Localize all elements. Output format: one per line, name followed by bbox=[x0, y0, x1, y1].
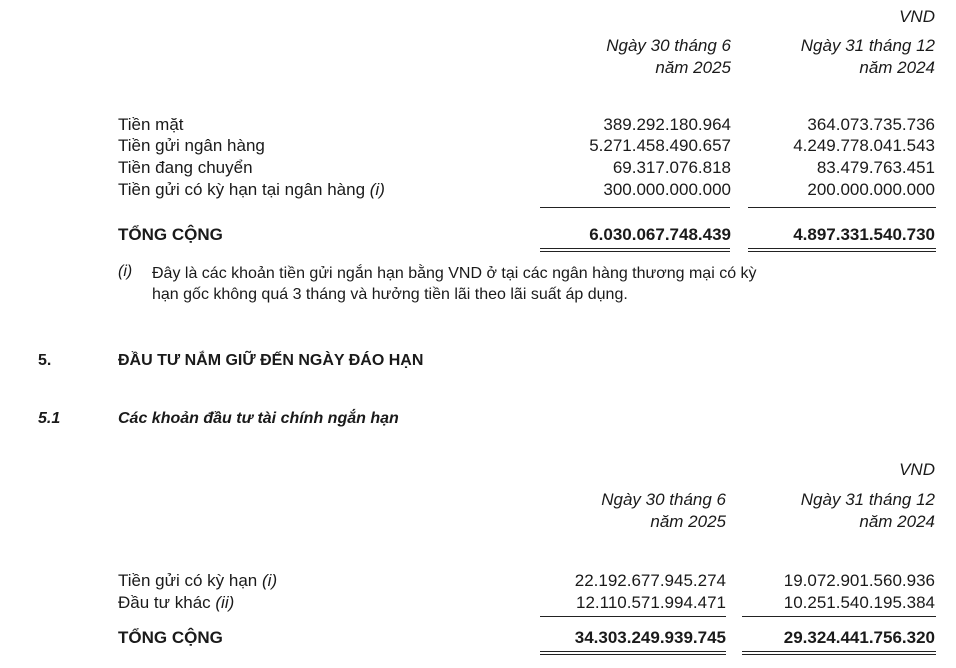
row-value-2024: 364.073.735.736 bbox=[807, 115, 935, 134]
footnote-line: Đây là các khoản tiền gửi ngắn hạn bằng VND ở tại các ngân hàng thương mại có kỳ bbox=[152, 265, 757, 282]
subtotal-rule bbox=[540, 207, 730, 208]
row-label: Tiền đang chuyển bbox=[118, 158, 253, 177]
column-header-line: năm 2025 bbox=[655, 58, 731, 77]
row-value-2025: 12.110.571.994.471 bbox=[576, 593, 726, 612]
row-value-2025: 69.317.076.818 bbox=[612, 158, 731, 177]
total-double-rule bbox=[748, 248, 936, 252]
row-note-ref: (i) bbox=[262, 571, 278, 590]
row-label: Tiền mặt bbox=[118, 115, 184, 134]
row-value-2024: 4.249.778.041.543 bbox=[793, 136, 935, 155]
footnote-text bbox=[152, 263, 757, 305]
total-value-2025: 34.303.249.939.745 bbox=[574, 628, 726, 647]
row-value-2025: 22.192.677.945.274 bbox=[574, 571, 726, 590]
unit-label: VND bbox=[899, 7, 935, 26]
column-header-line: năm 2025 bbox=[650, 512, 726, 531]
subsection-number: 5.1 bbox=[38, 410, 61, 427]
column-header-2024 bbox=[801, 35, 935, 79]
total-value-2025: 6.030.067.748.439 bbox=[589, 225, 731, 244]
row-note-ref: (i) bbox=[369, 180, 385, 199]
row-value-2024: 200.000.000.000 bbox=[807, 180, 935, 199]
row-value-2024: 83.479.763.451 bbox=[816, 158, 935, 177]
row-value-2024: 10.251.540.195.384 bbox=[783, 593, 935, 612]
row-value-2024: 19.072.901.560.936 bbox=[783, 571, 935, 590]
subtotal-rule bbox=[748, 207, 936, 208]
row-value-2025: 389.292.180.964 bbox=[603, 115, 731, 134]
section-number: 5. bbox=[38, 352, 52, 369]
row-label-text: Tiền gửi có kỳ hạn tại ngân hàng bbox=[118, 180, 366, 199]
total-double-rule bbox=[540, 248, 730, 252]
column-header-line: Ngày 31 tháng 12 bbox=[800, 490, 935, 509]
unit-label: VND bbox=[899, 460, 935, 479]
row-note-ref: (ii) bbox=[215, 593, 235, 612]
total-double-rule bbox=[540, 651, 726, 655]
row-value-2025: 5.271.458.490.657 bbox=[589, 136, 731, 155]
column-header-line: năm 2024 bbox=[859, 512, 935, 531]
row-label bbox=[118, 571, 277, 591]
column-header-line: Ngày 31 tháng 12 bbox=[800, 36, 935, 55]
row-label-text: Đầu tư khác bbox=[118, 593, 211, 612]
total-value-2024: 29.324.441.756.320 bbox=[783, 628, 935, 647]
row-label bbox=[118, 593, 234, 613]
subtotal-rule bbox=[742, 616, 936, 617]
row-value-2025: 300.000.000.000 bbox=[603, 180, 731, 199]
total-value-2024: 4.897.331.540.730 bbox=[793, 225, 935, 244]
row-label: Tiền gửi ngân hàng bbox=[118, 136, 265, 155]
column-header-line: Ngày 30 tháng 6 bbox=[606, 36, 731, 55]
row-label-text: Tiền gửi có kỳ hạn bbox=[118, 571, 258, 590]
row-label bbox=[118, 180, 385, 200]
column-header-2024 bbox=[801, 489, 935, 533]
footnote-marker: (i) bbox=[118, 263, 133, 280]
column-header-line: Ngày 30 tháng 6 bbox=[601, 490, 726, 509]
footnote-line: hạn gốc không quá 3 tháng và hưởng tiền lãi theo lãi suất áp dụng. bbox=[152, 286, 628, 303]
total-label: TỔNG CỘNG bbox=[118, 225, 223, 244]
total-double-rule bbox=[742, 651, 936, 655]
subtotal-rule bbox=[540, 616, 726, 617]
column-header-2025 bbox=[601, 489, 726, 533]
column-header-line: năm 2024 bbox=[859, 58, 935, 77]
column-header-2025 bbox=[606, 35, 731, 79]
total-label: TỔNG CỘNG bbox=[118, 628, 223, 647]
subsection-title: Các khoản đầu tư tài chính ngắn hạn bbox=[118, 410, 399, 427]
section-title: ĐẦU TƯ NẮM GIỮ ĐẾN NGÀY ĐÁO HẠN bbox=[118, 352, 424, 369]
